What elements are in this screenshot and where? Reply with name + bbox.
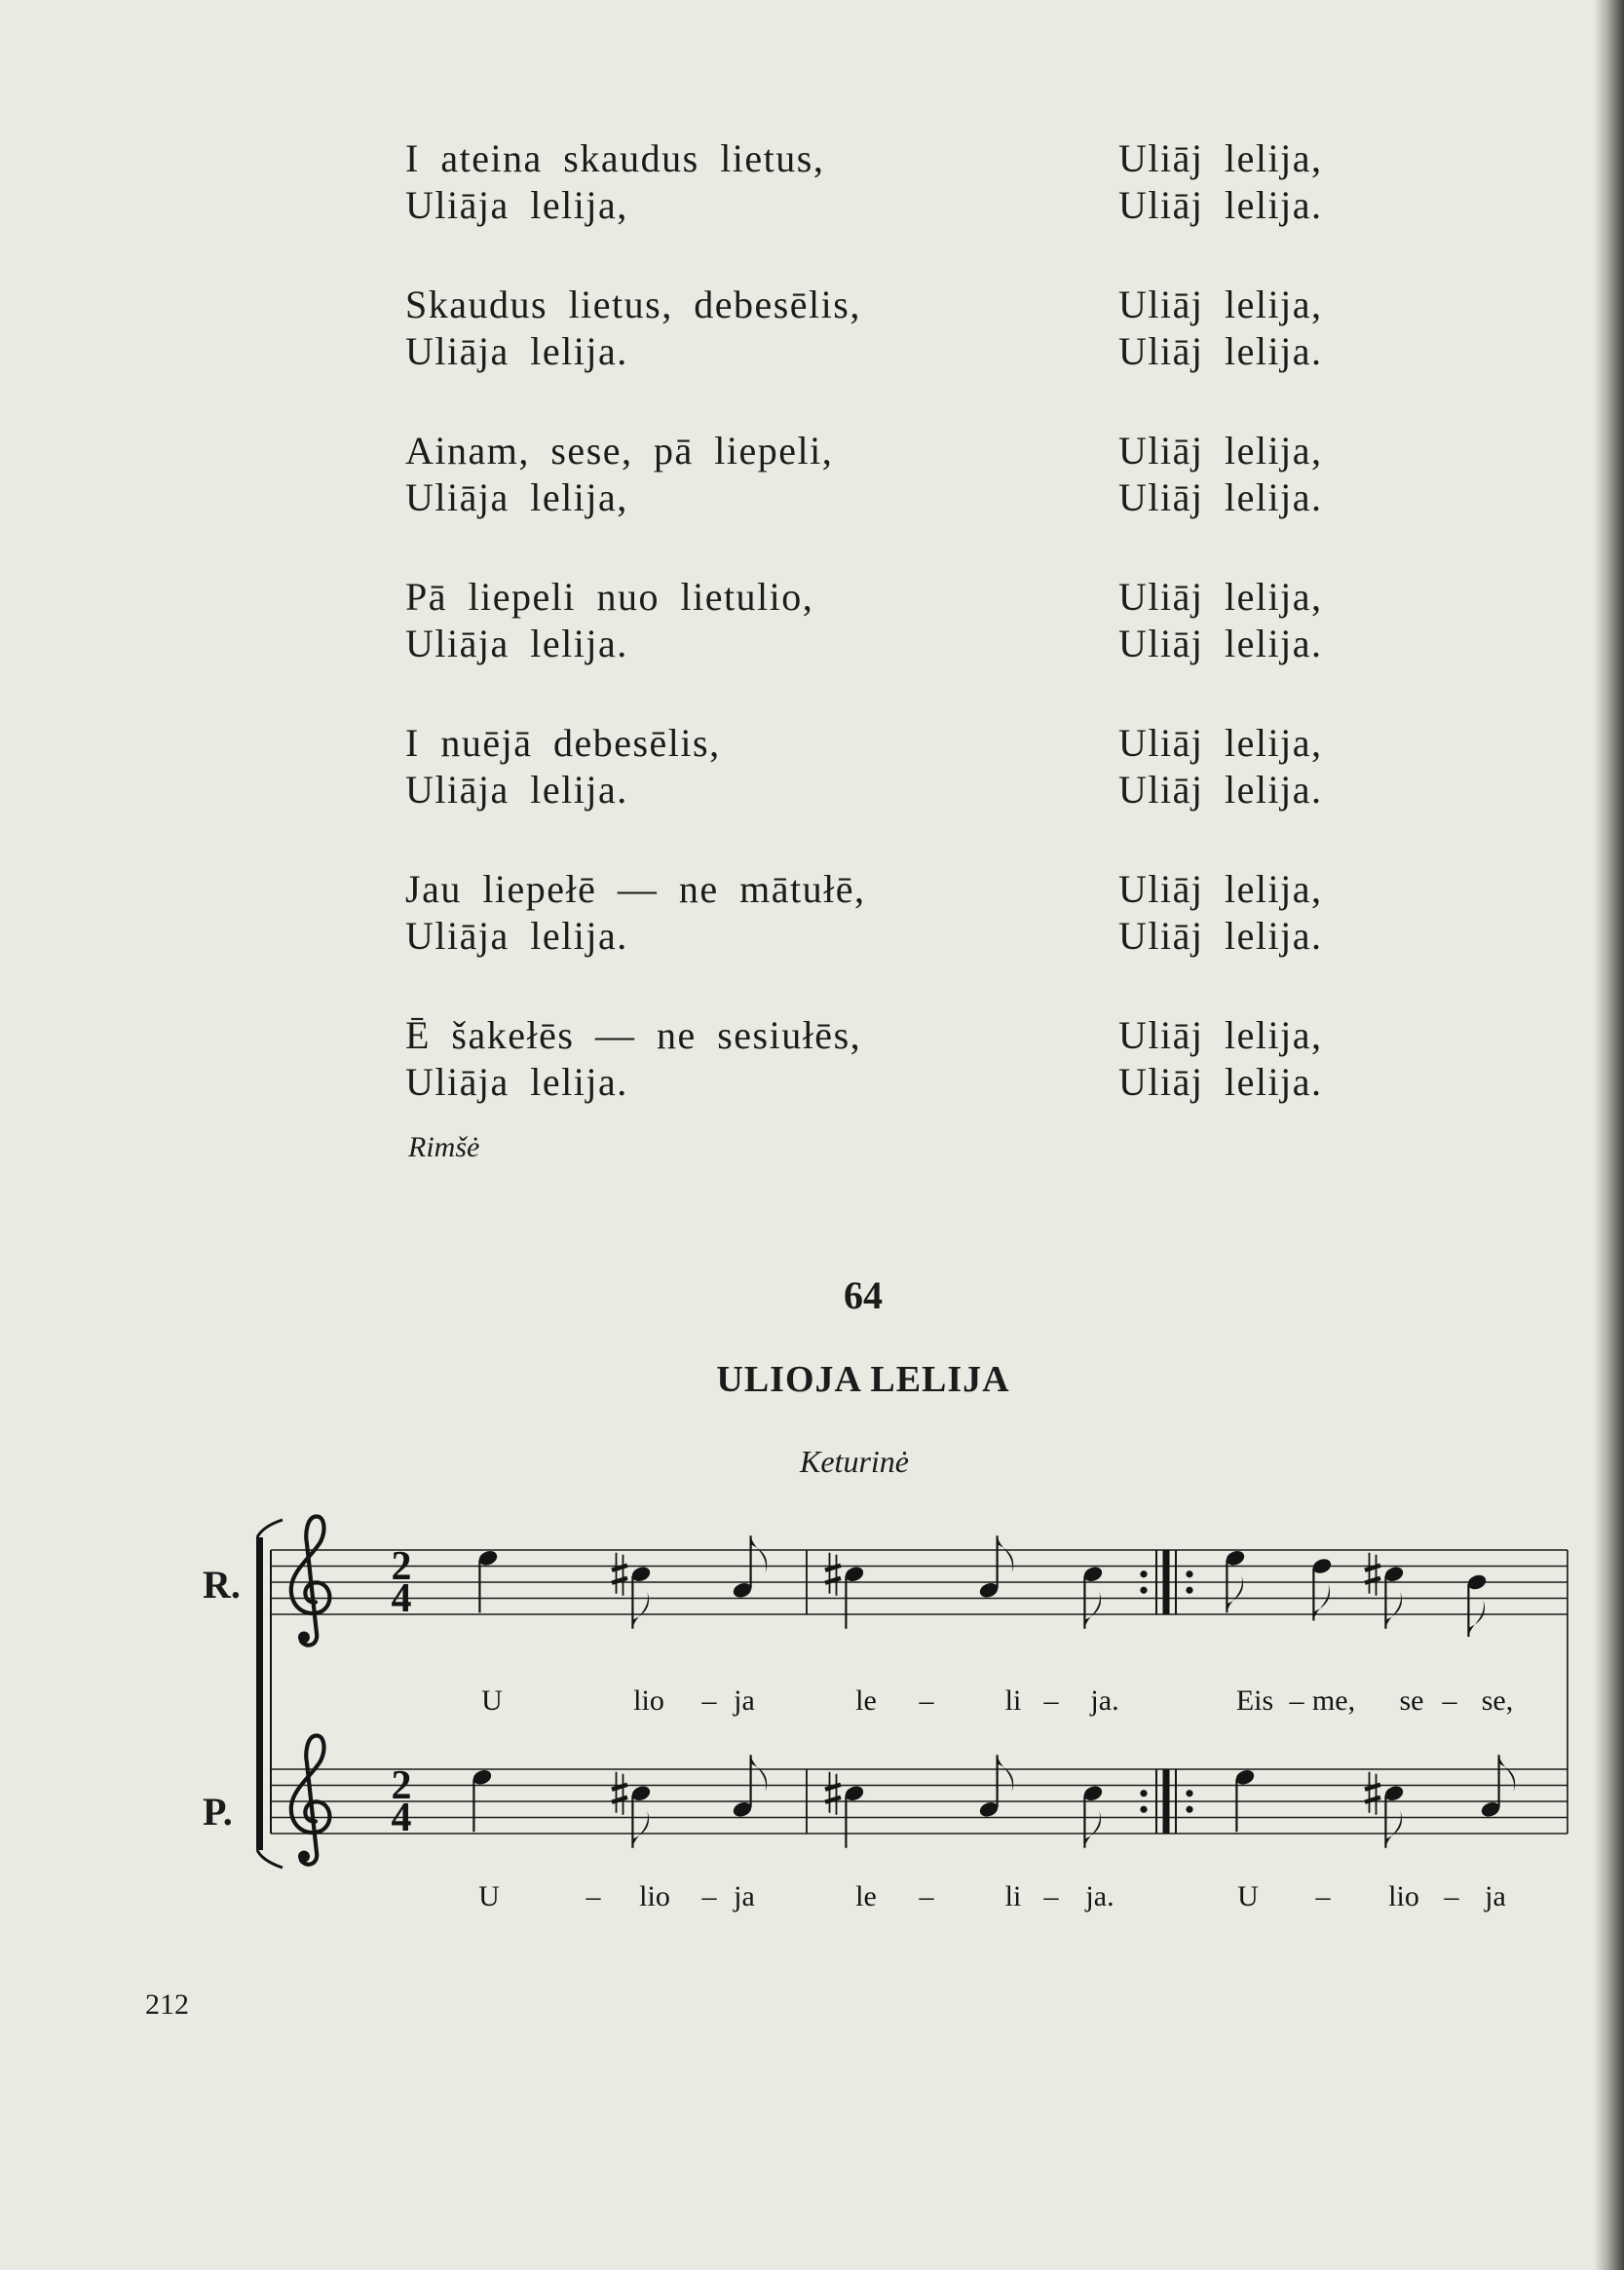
note-flag (1385, 1811, 1402, 1848)
eighth-note (1480, 1755, 1516, 1819)
note-flag (1084, 1811, 1101, 1848)
note-flag (1499, 1755, 1516, 1792)
stanza (0, 1012, 1624, 1158)
time-signature-top: 2 (391, 1544, 412, 1589)
refrain-line: Uliāja lelija. (405, 768, 628, 812)
eighth-note (1311, 1557, 1334, 1621)
response-line: Uliāj lelija, (1118, 1013, 1323, 1057)
response-line: Uliāj lelija. (1118, 329, 1323, 373)
response-line: Uliāj lelija. (1118, 1060, 1323, 1104)
eighth-note (1082, 1784, 1105, 1848)
note-flag (1084, 1592, 1101, 1629)
note-flag (1313, 1584, 1330, 1621)
response-line: Uliāj lelija, (1118, 136, 1323, 180)
lyric-hyphen: – (585, 1880, 601, 1912)
lyric-syllable: ja (734, 1684, 755, 1717)
lyric-syllable: ja (734, 1880, 755, 1912)
quarter-note (472, 1767, 494, 1832)
refrain-line: Uliāja lelija, (405, 183, 628, 227)
lyric-syllable: se (1399, 1684, 1424, 1717)
eighth-note (732, 1755, 768, 1819)
eighth-note (978, 1535, 1014, 1600)
eighth-note (612, 1553, 652, 1629)
lyric-syllable: Eis (1235, 1684, 1274, 1717)
lyric-hyphen: – (919, 1684, 934, 1717)
note-flag (1385, 1592, 1402, 1629)
lyric-syllable: me, (1311, 1684, 1356, 1717)
lyric-hyphen: – (1043, 1684, 1059, 1717)
lyric-syllable: U (1237, 1880, 1259, 1912)
eighth-note (1466, 1572, 1489, 1637)
lyric-syllable: lio (639, 1880, 670, 1912)
verse-line: I ateina skaudus lietus, (405, 136, 825, 180)
response-line: Uliāj lelija. (1118, 914, 1323, 958)
response-line: Uliāj lelija, (1118, 429, 1323, 473)
refrain-line: Uliāja lelija. (405, 622, 628, 665)
response-line: Uliāj lelija, (1118, 721, 1323, 765)
time-signature-top: 2 (391, 1763, 412, 1808)
song-number: 64 (844, 1273, 883, 1317)
sharp-sign (825, 1772, 841, 1815)
sharp-sign (612, 1772, 627, 1815)
quarter-note (825, 1553, 865, 1629)
lyric-syllable: se, (1481, 1684, 1514, 1717)
lyric-syllable: lio (1388, 1880, 1419, 1912)
response-line: Uliāj lelija. (1118, 475, 1323, 519)
lyric-syllable: ja. (1085, 1880, 1114, 1912)
eighth-note (612, 1772, 652, 1848)
sharp-sign (1365, 1553, 1380, 1596)
response-line: Uliāj lelija, (1118, 575, 1323, 619)
lyric-hyphen: – (1289, 1684, 1304, 1717)
eighth-note (1365, 1553, 1405, 1629)
note-flag (751, 1535, 768, 1572)
lyric-hyphen: – (1315, 1880, 1331, 1912)
time-signature-bottom: 4 (391, 1796, 412, 1840)
response-line: Uliāj lelija. (1118, 183, 1323, 227)
lyric-syllable: le (855, 1684, 877, 1717)
eighth-note (1365, 1772, 1405, 1848)
treble-clef-icon (291, 1517, 330, 1646)
lyric-syllable: ja (1485, 1880, 1506, 1912)
stanza (0, 428, 1624, 574)
lyric-syllable: ja. (1090, 1684, 1119, 1717)
verse-line: Ainam, sese, pā liepeli, (405, 429, 834, 473)
note-flag (998, 1535, 1014, 1572)
sharp-sign (1365, 1772, 1380, 1815)
note-flag (1227, 1575, 1243, 1612)
lyric-syllable: lio (633, 1684, 664, 1717)
lyric-syllable: U (478, 1880, 500, 1912)
source-place: Rimšė (408, 1131, 480, 1163)
treble-clef-icon (291, 1736, 330, 1865)
note-flag (998, 1755, 1014, 1792)
lyric-hyphen: – (701, 1684, 717, 1717)
lyric-hyphen: – (1043, 1880, 1059, 1912)
refrain-line: Uliāja lelija. (405, 914, 628, 958)
sharp-sign (612, 1553, 627, 1596)
response-line: Uliāj lelija, (1118, 867, 1323, 911)
lyrics-p (0, 1879, 1624, 1914)
eighth-note (978, 1755, 1014, 1819)
note-flag (632, 1592, 649, 1629)
binding-shadow (1594, 0, 1624, 2270)
response-line: Uliāj lelija, (1118, 283, 1323, 326)
verse-line: Ē šakełēs — ne sesiułēs, (405, 1013, 862, 1057)
lyric-hyphen: – (1444, 1880, 1459, 1912)
lyrics-r (0, 1684, 1624, 1719)
part-label-r: R. (203, 1563, 241, 1607)
poem (0, 135, 1624, 1158)
lyric-syllable: li (1004, 1880, 1022, 1912)
part-label-p: P. (203, 1790, 233, 1834)
lyric-syllable: li (1004, 1684, 1022, 1717)
time-signature-bottom: 4 (391, 1576, 412, 1621)
song-title: ULIOJA LELIJA (716, 1359, 1010, 1400)
response-line: Uliāj lelija. (1118, 768, 1323, 812)
eighth-note (1225, 1548, 1247, 1612)
lyric-syllable: le (855, 1880, 877, 1912)
stanza (0, 866, 1624, 1012)
quarter-note (1234, 1767, 1257, 1832)
stanza (0, 720, 1624, 866)
note-flag (632, 1811, 649, 1848)
response-line: Uliāj lelija. (1118, 622, 1323, 665)
stanza (0, 282, 1624, 428)
stanza (0, 574, 1624, 720)
verse-line: I nuējā debesēlis, (405, 721, 721, 765)
refrain-line: Uliāja lelija. (405, 329, 628, 373)
note-flag (1468, 1600, 1485, 1637)
lyric-hyphen: – (919, 1880, 934, 1912)
refrain-line: Uliāja lelija, (405, 475, 628, 519)
refrain-line: Uliāja lelija. (405, 1060, 628, 1104)
quarter-note (825, 1772, 865, 1848)
sharp-sign (825, 1553, 841, 1596)
verse-line: Skaudus lietus, debesēlis, (405, 283, 861, 326)
eighth-note (732, 1535, 768, 1600)
quarter-note (477, 1548, 500, 1612)
stanza (0, 135, 1624, 282)
page-number: 212 (145, 1988, 189, 2021)
verse-line: Jau liepełē — ne mātułē, (405, 867, 866, 911)
song-form: Keturinė (800, 1444, 909, 1479)
verse-line: Pā liepeli nuo lietulio, (405, 575, 814, 619)
lyric-hyphen: – (701, 1880, 717, 1912)
note-flag (751, 1755, 768, 1792)
eighth-note (1082, 1565, 1105, 1629)
lyric-syllable: U (481, 1684, 503, 1717)
lyric-hyphen: – (1442, 1684, 1457, 1717)
